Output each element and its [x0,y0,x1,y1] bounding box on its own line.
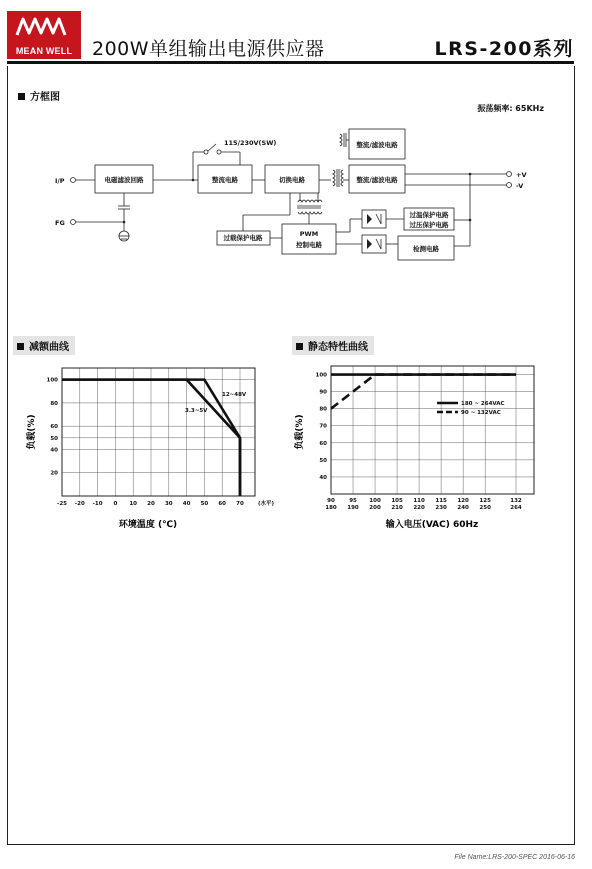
derating-y-tick: 40 [50,447,58,454]
vminus-label: -V [516,182,524,190]
main-rect-filter-label: 整流/滤波电路 [356,176,398,184]
derating-label-12-48v: 12~48V [222,392,247,398]
static-y-tick: 70 [319,423,327,430]
ocp-label: 过载保护电路 [223,234,263,242]
voltage-switch-label: 115/230V(SW) [224,139,277,147]
series-title: LRS-200系列 [434,38,574,60]
derating-x-tick: -20 [74,501,85,507]
ip-label: I/P [55,177,65,185]
static-y-tick: 60 [319,440,327,447]
derating-x-tick: -25 [57,501,67,507]
derating-x-tick: 30 [164,501,173,507]
static-plot-area [331,366,534,494]
static-x-tick-primary: 105 [391,498,403,504]
derating-y-axis-label: 负载(%) [27,414,37,450]
static-x-tick-primary: 125 [479,498,491,504]
fg-label: FG [55,219,65,227]
pwm-control-label: 控制电路 [296,241,322,249]
static-x-tick-primary: 100 [369,498,381,504]
static-x-tick-secondary: 250 [479,505,491,511]
derating-label-3-5v: 3.3~5V [185,408,208,414]
rectifier-label: 整流电路 [212,176,238,184]
derating-x-tick: 60 [218,501,227,507]
static-x-tick-primary: 110 [413,498,425,504]
static-x-tick-secondary: 264 [510,505,522,511]
static-x-tick-primary: 115 [435,498,447,504]
static-y-tick: 80 [319,406,327,413]
static-y-tick: 90 [319,389,327,396]
pwm-label: PWM [299,230,319,238]
switching-frequency: 振荡频率: 65KHz [477,104,544,113]
derating-x-tick: -10 [92,501,103,507]
derating-x-tick: 10 [129,501,138,507]
logo-text: MEAN WELL [15,46,73,56]
static-x-tick-secondary: 180 [325,505,337,511]
static-x-tick-primary: 132 [510,498,522,504]
derating-x-unit: (水平) [258,501,275,507]
static-legend-label: 90 ~ 132VAC [461,410,501,416]
aux-rect-filter-label: 整流/滤波电路 [356,141,398,149]
derating-x-tick: 40 [182,501,191,507]
derating-y-tick: 80 [50,400,58,407]
ovp-label: 过压保护电路 [409,221,449,229]
derating-x-tick: 0 [113,501,118,507]
static-y-tick: 100 [315,372,327,379]
switching-label: 切换电路 [279,176,305,184]
static-x-tick-secondary: 200 [369,505,381,511]
static-x-tick-secondary: 220 [413,505,425,511]
vplus-label: +V [516,171,527,179]
static-x-tick-secondary: 190 [347,505,359,511]
static-title: 静态特性曲线 [292,336,374,355]
static-y-tick: 50 [319,457,327,464]
static-x-tick-secondary: 230 [435,505,447,511]
derating-x-tick: 70 [236,501,244,507]
static-x-tick-primary: 120 [457,498,469,504]
derating-x-axis-label: 环境温度 (℃) [118,520,178,530]
footer-file-name: File Name:LRS-200-SPEC 2016-06-16 [454,854,575,861]
static-x-tick-primary: 90 [327,498,335,504]
static-y-axis-label: 负载(%) [295,414,305,450]
derating-y-tick: 60 [50,424,58,431]
derating-x-tick: 50 [200,501,209,507]
emi-filter-label: 电磁滤波回路 [104,176,144,184]
block-diagram-title: 方框图 [14,86,66,105]
static-x-axis-label: 输入电压(VAC) 60Hz [385,520,479,530]
derating-x-tick: 20 [147,501,155,507]
derating-y-tick: 50 [50,435,58,442]
detection-label: 检测电路 [413,245,439,253]
static-x-tick-secondary: 210 [391,505,403,511]
derating-y-tick: 20 [50,470,58,477]
page-title: 200W单组输出电源供应器 [92,38,325,60]
derating-title: 减额曲线 [13,336,75,355]
static-x-tick-secondary: 240 [457,505,469,511]
static-legend-label: 180 ~ 264VAC [461,401,505,407]
static-y-tick: 40 [319,474,327,481]
static-x-tick-primary: 95 [349,498,357,504]
otp-label: 过温保护电路 [409,211,449,219]
derating-y-tick: 100 [46,377,58,384]
